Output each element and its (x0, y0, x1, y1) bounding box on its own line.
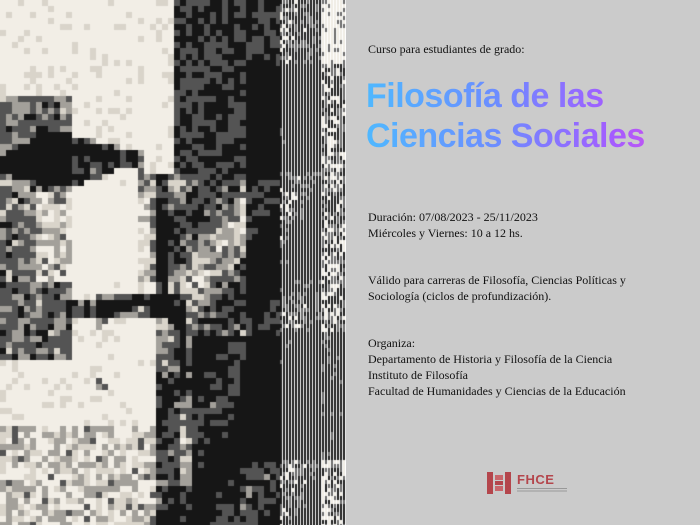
logo-text (517, 473, 567, 493)
course-kicker: Curso para estudiantes de grado: (368, 42, 525, 56)
organizers-label: Organiza: (368, 336, 416, 350)
logo-name: FHCE (517, 472, 555, 487)
duration-text: Duración: 07/08/2023 - 25/11/2023 (368, 210, 538, 224)
fhce-logo (486, 471, 567, 495)
info-panel (346, 0, 700, 525)
course-title-line-2: Ciencias Sociales (366, 116, 696, 156)
portrait-image (0, 0, 346, 525)
fhce-logo-icon (486, 471, 512, 495)
course-title (366, 76, 696, 156)
schedule-block (368, 209, 538, 241)
organizer-item: Departamento de Historia y Filosofía de la Ciencia (368, 352, 613, 366)
days-text: Miércoles y Viernes: 10 a 12 hs. (368, 226, 523, 240)
validity-block (368, 272, 688, 304)
validity-line-2: Sociología (ciclos de profundización). (368, 289, 552, 303)
validity-line-1: Válido para carreras de Filosofía, Ciencias Políticas y (368, 273, 626, 287)
organizer-item: Facultad de Humanidades y Ciencias de la Educación (368, 384, 626, 398)
organizer-item: Instituto de Filosofía (368, 368, 468, 382)
organizers-block (368, 335, 626, 399)
logo-subtitle-lines (517, 488, 567, 493)
pixel-face-icon (0, 0, 346, 525)
course-title-line-1: Filosofía de las (366, 76, 696, 116)
